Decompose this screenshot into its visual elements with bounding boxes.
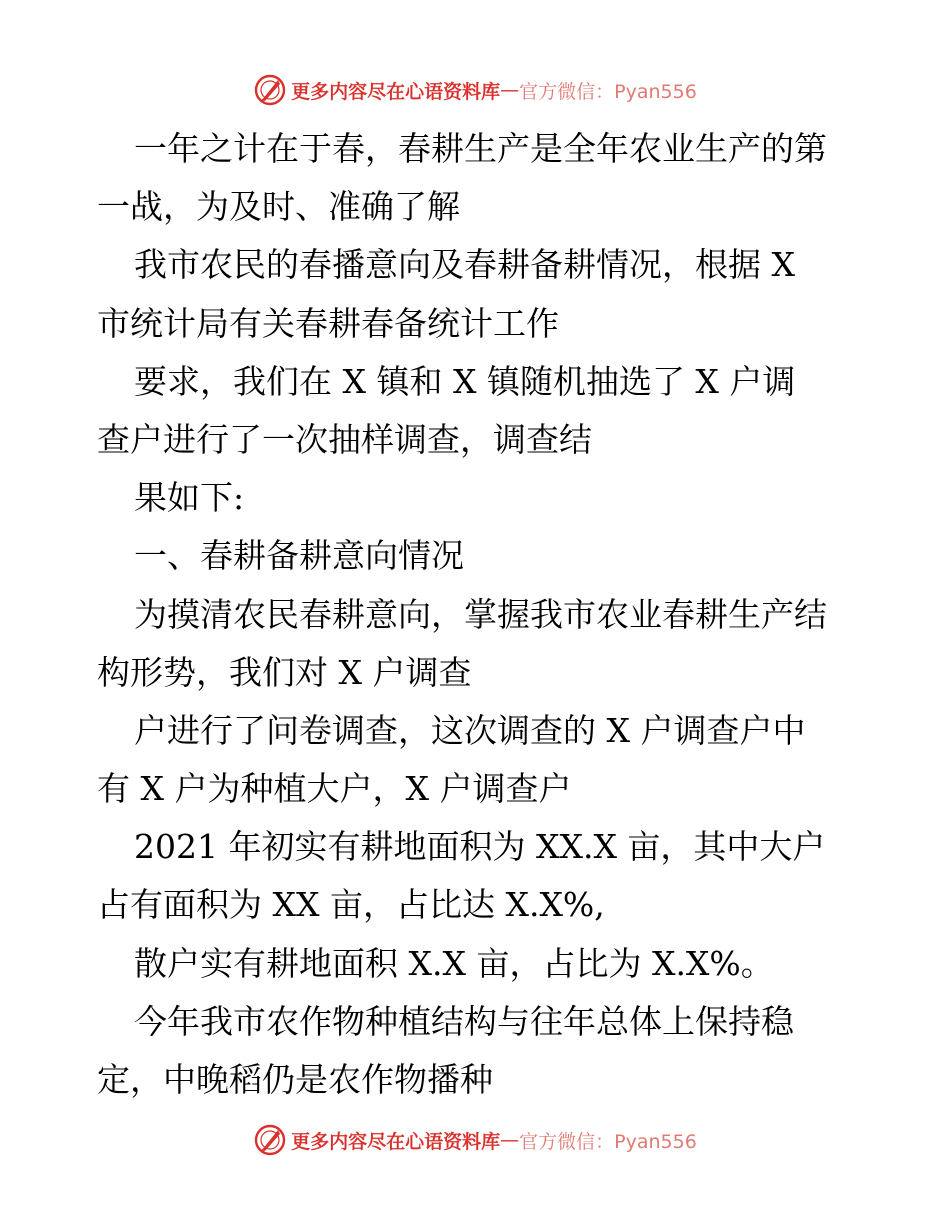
banner-main-text: 更多内容尽在心语资料库 (291, 1130, 501, 1153)
section-heading: 一、春耕备耕意向情况 (134, 536, 464, 576)
text-line: 我市农民的春播意向及春耕备耕情况，根据 X (134, 245, 795, 285)
banner-wechat-text: 官方微信：Pyan556 (519, 1130, 697, 1153)
text-line: 有 X 户为种植大户，X 户调查户 (97, 769, 572, 809)
text-line: 定，中晚稻仍是农作物播种 (97, 1060, 493, 1099)
quill-logo-icon (253, 1123, 287, 1157)
text-line: 构形势，我们对 X 户调查 (97, 652, 472, 692)
banner-main-text: 更多内容尽在心语资料库 (291, 80, 501, 103)
text-line: 查户进行了一次抽样调查，调查结 (97, 419, 592, 459)
text-line: 今年我市农作物种植结构与往年总体上保持稳 (134, 1001, 794, 1041)
header-banner (0, 70, 950, 110)
banner-separator: — (500, 79, 520, 101)
text-line: 一战，为及时、准确了解 (97, 187, 460, 227)
text-line: 占有面积为 XX 亩，占比达 X.X%, (97, 885, 605, 925)
text-line: 一年之计在于春，春耕生产是全年农业生产的第 (134, 129, 827, 168)
banner-wechat-text: 官方微信：Pyan556 (519, 80, 697, 103)
text-line: 散户实有耕地面积 X.X 亩，占比为 X.X%。 (134, 943, 774, 983)
quill-logo-icon (253, 73, 287, 107)
text-line: 要求，我们在 X 镇和 X 镇随机抽选了 X 户调 (134, 361, 796, 401)
text-line: 市统计局有关春耕春备统计工作 (97, 303, 559, 343)
document-body (97, 120, 857, 1109)
text-line: 户进行了问卷调查，这次调查的 X 户调查户中 (134, 710, 806, 750)
banner-separator: — (500, 1129, 520, 1151)
text-line: 为摸清农民春耕意向，掌握我市农业春耕生产结 (134, 594, 827, 634)
text-line: 果如下: (134, 478, 245, 518)
text-line: 2021 年初实有耕地面积为 XX.X 亩，其中大户 (134, 827, 826, 867)
footer-banner (0, 1120, 950, 1160)
